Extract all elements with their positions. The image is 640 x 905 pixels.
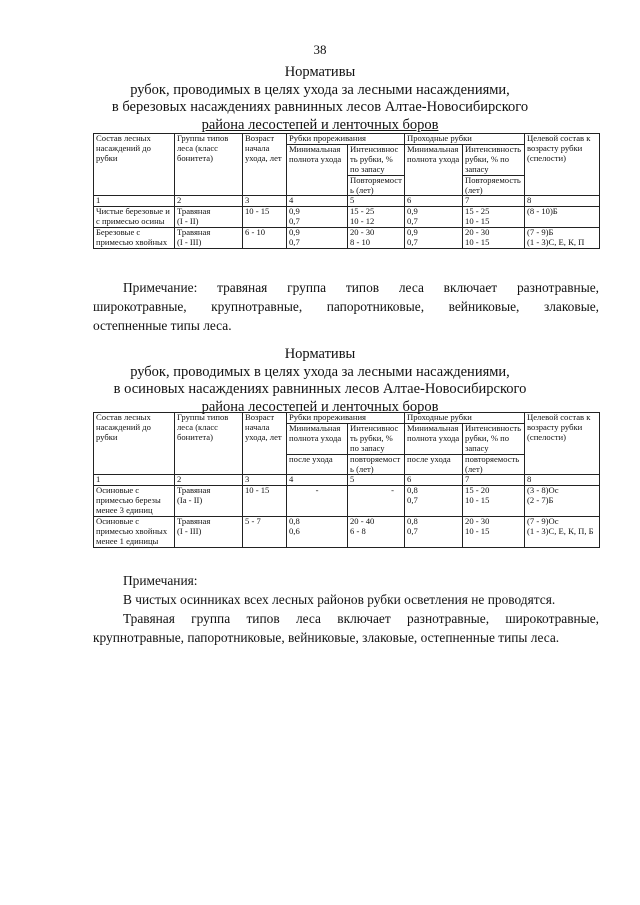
header-min-density: Минимальная полнота ухода	[405, 144, 463, 196]
cell-target: (8 - 10)Б	[525, 207, 600, 228]
cell-age: 5 - 7	[243, 517, 287, 548]
column-number-row	[94, 475, 600, 486]
col-number: 6	[405, 196, 463, 207]
column-number-row	[94, 196, 600, 207]
header-composition: Состав лесных насаждений до рубки	[94, 134, 175, 196]
section1-heading	[0, 64, 640, 134]
notes-label: Примечания:	[123, 573, 198, 588]
cell-passing-intensity: 15 - 20 10 - 15	[463, 486, 525, 517]
header-repeat: Повторяемость (лет)	[463, 175, 525, 196]
section2-heading	[0, 346, 640, 416]
col-number: 1	[94, 475, 175, 486]
section2-table	[93, 412, 600, 548]
col-number: 8	[525, 196, 600, 207]
cell-thinning-density: 0,8 0,6	[287, 517, 348, 548]
col-number: 7	[463, 196, 525, 207]
section1-subtitle-3: района лесостепей и ленточных боров	[201, 116, 439, 133]
header-repeat: повторяемость (лет)	[463, 454, 525, 475]
cell-passing-density: 0,9 0,7	[405, 228, 463, 249]
cell-composition: Осиновые с примесью березы менее 3 единиц	[94, 486, 175, 517]
cell-age: 6 - 10	[243, 228, 287, 249]
header-intensity: Интенсивность рубки, % по запасу	[348, 423, 405, 454]
cell-thinning-density: 0,9 0,7	[287, 228, 348, 249]
cell-passing-intensity: 20 - 30 10 - 15	[463, 228, 525, 249]
header-forest-groups: Группы типов леса (класс бонитета)	[175, 413, 243, 475]
cell-composition: Березовые с примесью хвойных	[94, 228, 175, 249]
col-number: 2	[175, 475, 243, 486]
cell-group: Травяная (I - II)	[175, 207, 243, 228]
cell-group: Травяная (I - III)	[175, 228, 243, 249]
col-number: 4	[287, 475, 348, 486]
section1-subtitle-2: в березовых насаждениях равнинных лесов Алтае-Новосибирского	[111, 99, 529, 115]
cell-thinning-density: -	[287, 486, 348, 517]
cell-thinning-intensity: 20 - 40 6 - 8	[348, 517, 405, 548]
header-passing: Проходные рубки	[405, 134, 525, 145]
col-number: 8	[525, 475, 600, 486]
cell-passing-intensity: 15 - 25 10 - 15	[463, 207, 525, 228]
header-target: Целевой состав к возрасту рубки (спелости)	[525, 134, 600, 196]
cell-thinning-intensity: 20 - 30 8 - 10	[348, 228, 405, 249]
header-min-density: Минимальная полнота ухода	[287, 144, 348, 196]
header-repeat: Повторяемость (лет)	[348, 175, 405, 196]
note-line	[93, 278, 599, 297]
table-row	[94, 207, 600, 228]
note-label: Примечание:	[123, 280, 198, 295]
section2-subtitle-3: района лесостепей и ленточных боров	[201, 398, 439, 415]
note-line: крупнотравные, папоротниковые, вейниковые, злаковые, остепненные типы леса.	[93, 630, 560, 645]
col-number: 4	[287, 196, 348, 207]
header-row	[94, 134, 600, 145]
header-after-care: после ухода	[287, 454, 348, 475]
cell-group: Травяная (I - III)	[175, 517, 243, 548]
cell-passing-intensity: 20 - 30 10 - 15	[463, 517, 525, 548]
header-thinning: Рубки прореживания	[287, 134, 405, 145]
header-intensity: Интенсивность рубки, % по запасу	[463, 144, 525, 175]
cell-target: (7 - 9)Ос (1 - 3)С, Е, К, П, Б	[525, 517, 600, 548]
header-thinning: Рубки прореживания	[287, 413, 405, 424]
col-number: 3	[243, 475, 287, 486]
cell-group: Травяная (Iа - II)	[175, 486, 243, 517]
cell-thinning-density: 0,9 0,7	[287, 207, 348, 228]
col-number: 5	[348, 196, 405, 207]
note-line: В чистых осинниках всех лесных районов рубки осветления не проводятся.	[123, 592, 556, 607]
section1-table	[93, 133, 600, 249]
cell-passing-density: 0,8 0,7	[405, 486, 463, 517]
section2-title: Нормативы	[284, 346, 356, 362]
col-number: 6	[405, 475, 463, 486]
note-line: Травяная группа типов леса включает разнотравные, широкотравные,	[123, 611, 599, 626]
header-min-density: Минимальная полнота ухода	[405, 423, 463, 454]
header-target: Целевой состав к возрасту рубки (спелости)	[525, 413, 600, 475]
header-intensity: Интенсивность рубки, % по запасу	[348, 144, 405, 175]
cell-composition: Чистые березовые и с примесью осины	[94, 207, 175, 228]
header-repeat: повторяемость (лет)	[348, 454, 405, 475]
col-number: 2	[175, 196, 243, 207]
col-number: 3	[243, 196, 287, 207]
header-min-density: Минимальная полнота ухода	[287, 423, 348, 454]
header-age: Возраст начала ухода, лет	[243, 134, 287, 196]
col-number: 5	[348, 475, 405, 486]
col-number: 7	[463, 475, 525, 486]
header-age: Возраст начала ухода, лет	[243, 413, 287, 475]
header-after-care: после ухода	[405, 454, 463, 475]
cell-passing-density: 0,9 0,7	[405, 207, 463, 228]
header-forest-groups: Группы типов леса (класс бонитета)	[175, 134, 243, 196]
page-number: 38	[313, 42, 327, 57]
col-number: 1	[94, 196, 175, 207]
cell-composition: Осиновые с примесью хвойных менее 1 единицы	[94, 517, 175, 548]
section2-subtitle-1: рубок, проводимых в целях ухода за лесными насаждениями,	[130, 363, 510, 380]
table-row	[94, 228, 600, 249]
section1-subtitle-1: рубок, проводимых в целях ухода за лесными насаждениями,	[130, 81, 510, 98]
section1-title: Нормативы	[284, 64, 356, 80]
cell-thinning-intensity: -	[348, 486, 405, 517]
note-text: травяная группа типов леса включает разнотравные,	[217, 280, 599, 295]
cell-age: 10 - 15	[243, 207, 287, 228]
cell-age: 10 - 15	[243, 486, 287, 517]
header-passing: Проходные рубки	[405, 413, 525, 424]
header-composition: Состав лесных насаждений до рубки	[94, 413, 175, 475]
header-row	[94, 413, 600, 424]
header-intensity: Интенсивность рубки, % по запасу	[463, 423, 525, 454]
note-line: остепненные типы леса.	[93, 318, 232, 333]
table-row	[94, 517, 600, 548]
cell-target: (7 - 9)Б (1 - 3)С, Е, К, П	[525, 228, 600, 249]
cell-target: (3 - 8)Ос (2 - 7)Б	[525, 486, 600, 517]
section2-notes	[93, 571, 599, 647]
note-line: широкотравные, крупнотравные, папоротниковые, вейниковые, злаковые,	[93, 299, 599, 314]
cell-passing-density: 0,8 0,7	[405, 517, 463, 548]
table-row	[94, 486, 600, 517]
cell-thinning-intensity: 15 - 25 10 - 12	[348, 207, 405, 228]
section2-subtitle-2: в осиновых насаждениях равнинных лесов Алтае-Новосибирского	[113, 381, 527, 397]
section1-note	[93, 278, 599, 335]
